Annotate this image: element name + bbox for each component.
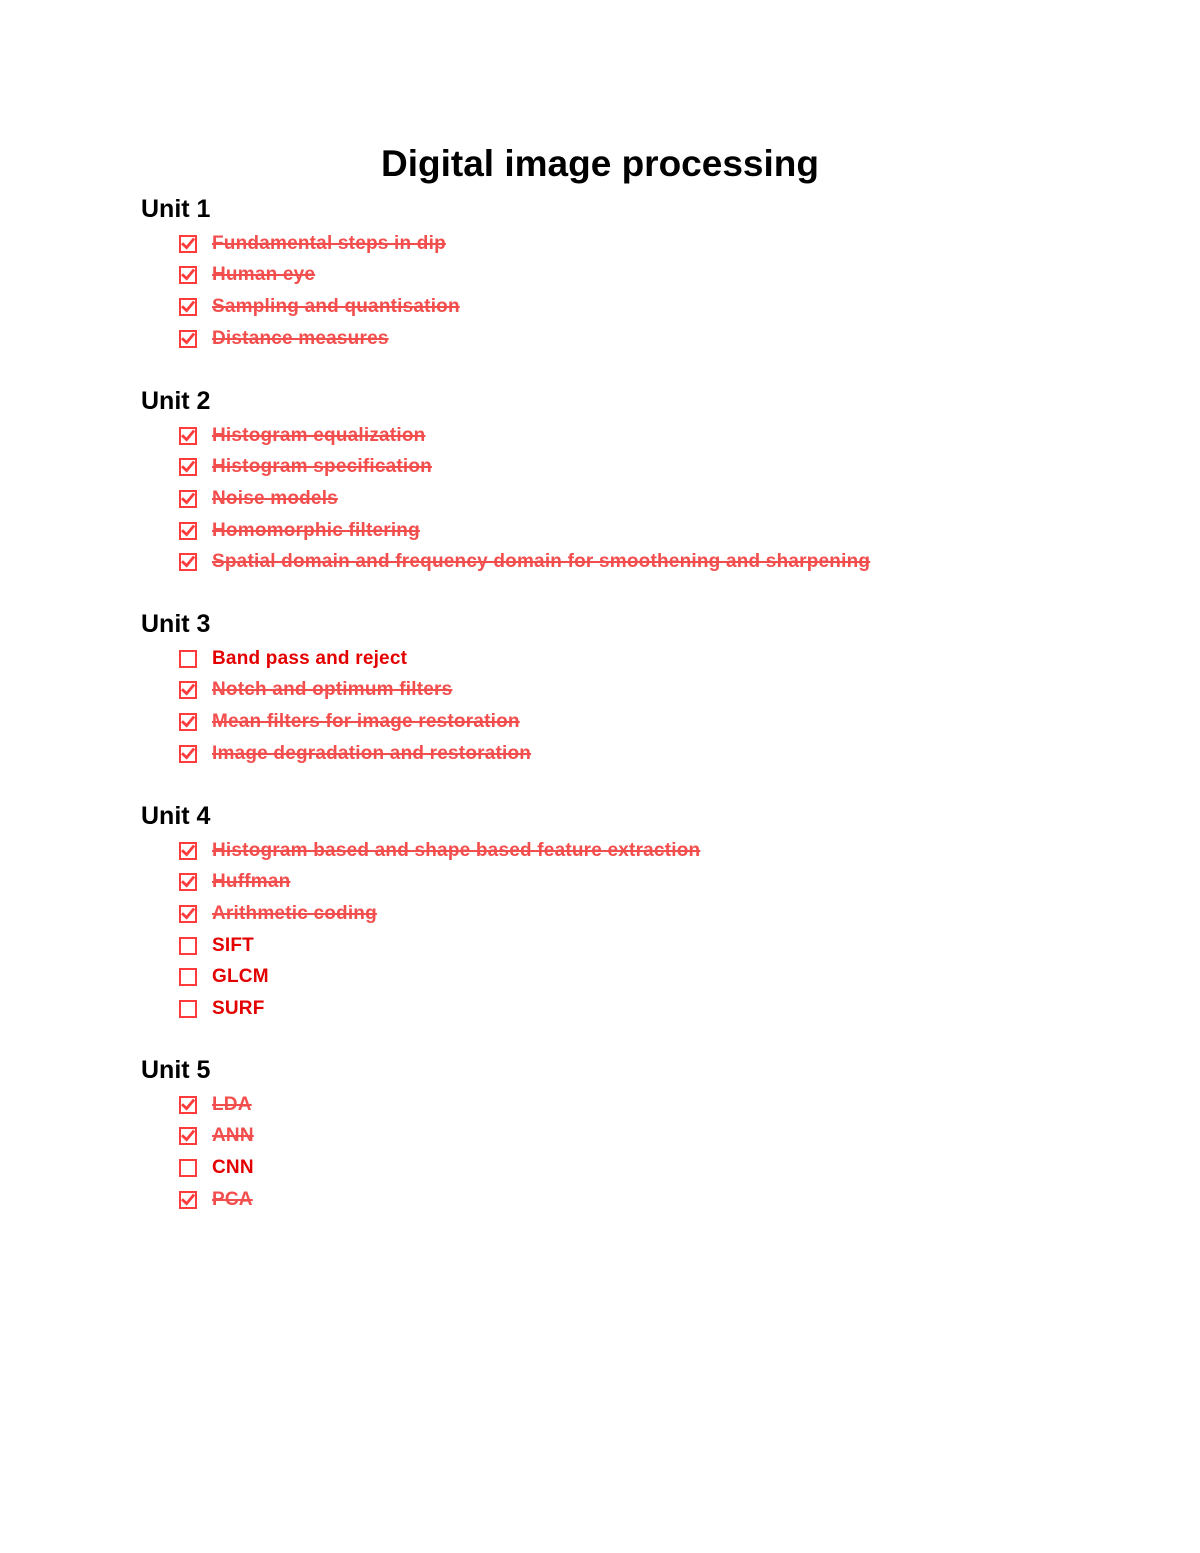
- task-item: [179, 993, 700, 1025]
- task-label: Human eye: [212, 264, 316, 286]
- checked-box-icon[interactable]: [179, 522, 197, 540]
- task-label: Image degradation and restoration: [212, 742, 532, 764]
- task-item: [179, 1152, 254, 1184]
- task-list: [141, 643, 531, 769]
- task-item: [179, 643, 531, 675]
- unit-heading: Unit 1: [141, 195, 211, 223]
- task-list: [141, 228, 460, 354]
- task-item: [179, 675, 531, 707]
- checked-box-icon[interactable]: [179, 458, 197, 476]
- task-item: [179, 898, 700, 930]
- task-label: SURF: [212, 997, 265, 1019]
- task-item: [179, 420, 870, 452]
- task-item: [179, 452, 870, 484]
- checked-box-icon[interactable]: [179, 905, 197, 923]
- empty-box-icon[interactable]: [179, 937, 197, 955]
- task-list: [141, 835, 700, 1025]
- task-item: [179, 515, 870, 547]
- unit-heading: Unit 3: [141, 610, 211, 638]
- task-label: Histogram based and shape based feature extraction: [212, 839, 701, 861]
- task-label: Notch and optimum filters: [212, 679, 453, 701]
- checked-box-icon[interactable]: [179, 713, 197, 731]
- task-label: Huffman: [212, 871, 291, 893]
- task-item: [179, 867, 700, 899]
- task-item: [179, 291, 460, 323]
- checked-box-icon[interactable]: [179, 1096, 197, 1114]
- task-label: SIFT: [212, 934, 254, 956]
- task-item: [179, 706, 531, 738]
- checked-box-icon[interactable]: [179, 266, 197, 284]
- task-label: Histogram equalization: [212, 424, 426, 446]
- task-item: [179, 1184, 254, 1216]
- empty-box-icon[interactable]: [179, 1159, 197, 1177]
- unit-section: [141, 801, 700, 1025]
- task-item: [179, 835, 700, 867]
- checked-box-icon[interactable]: [179, 745, 197, 763]
- task-label: Fundamental steps in dip: [212, 232, 446, 254]
- empty-box-icon[interactable]: [179, 968, 197, 986]
- checked-box-icon[interactable]: [179, 235, 197, 253]
- task-label: Sampling and quantisation: [212, 295, 460, 317]
- checked-box-icon[interactable]: [179, 842, 197, 860]
- task-label: Homomorphic filtering: [212, 519, 420, 541]
- unit-heading: Unit 5: [141, 1056, 211, 1084]
- task-item: [179, 260, 460, 292]
- checked-box-icon[interactable]: [179, 427, 197, 445]
- task-label: GLCM: [212, 966, 269, 988]
- checked-box-icon[interactable]: [179, 490, 197, 508]
- task-label: Band pass and reject: [212, 647, 408, 669]
- task-label: Arithmetic coding: [212, 902, 377, 924]
- task-label: ANN: [212, 1125, 254, 1147]
- empty-box-icon[interactable]: [179, 1000, 197, 1018]
- checked-box-icon[interactable]: [179, 553, 197, 571]
- task-label: LDA: [212, 1093, 252, 1115]
- task-list: [141, 420, 870, 578]
- task-item: [179, 546, 870, 578]
- checked-box-icon[interactable]: [179, 1127, 197, 1145]
- unit-section: [141, 1055, 254, 1215]
- task-label: Spatial domain and frequency domain for smoothening and sharpening: [212, 551, 871, 573]
- checked-box-icon[interactable]: [179, 330, 197, 348]
- task-label: Distance measures: [212, 327, 389, 349]
- task-label: CNN: [212, 1156, 254, 1178]
- unit-section: [141, 194, 460, 354]
- checked-box-icon[interactable]: [179, 681, 197, 699]
- unit-section: [141, 609, 531, 769]
- task-item: [179, 323, 460, 355]
- task-item: [179, 228, 460, 260]
- checked-box-icon[interactable]: [179, 298, 197, 316]
- task-item: [179, 1089, 254, 1121]
- task-item: [179, 1121, 254, 1153]
- task-item: [179, 738, 531, 770]
- page-title: Digital image processing: [381, 143, 819, 184]
- unit-heading: Unit 4: [141, 802, 211, 830]
- checked-box-icon[interactable]: [179, 1191, 197, 1209]
- task-label: Noise models: [212, 487, 338, 509]
- unit-heading: Unit 2: [141, 387, 211, 415]
- task-item: [179, 483, 870, 515]
- task-label: Histogram specification: [212, 456, 432, 478]
- unit-section: [141, 386, 870, 578]
- task-item: [179, 930, 700, 962]
- task-list: [141, 1089, 254, 1215]
- empty-box-icon[interactable]: [179, 650, 197, 668]
- task-item: [179, 961, 700, 993]
- task-label: PCA: [212, 1188, 253, 1210]
- task-label: Mean filters for image restoration: [212, 710, 520, 732]
- checked-box-icon[interactable]: [179, 873, 197, 891]
